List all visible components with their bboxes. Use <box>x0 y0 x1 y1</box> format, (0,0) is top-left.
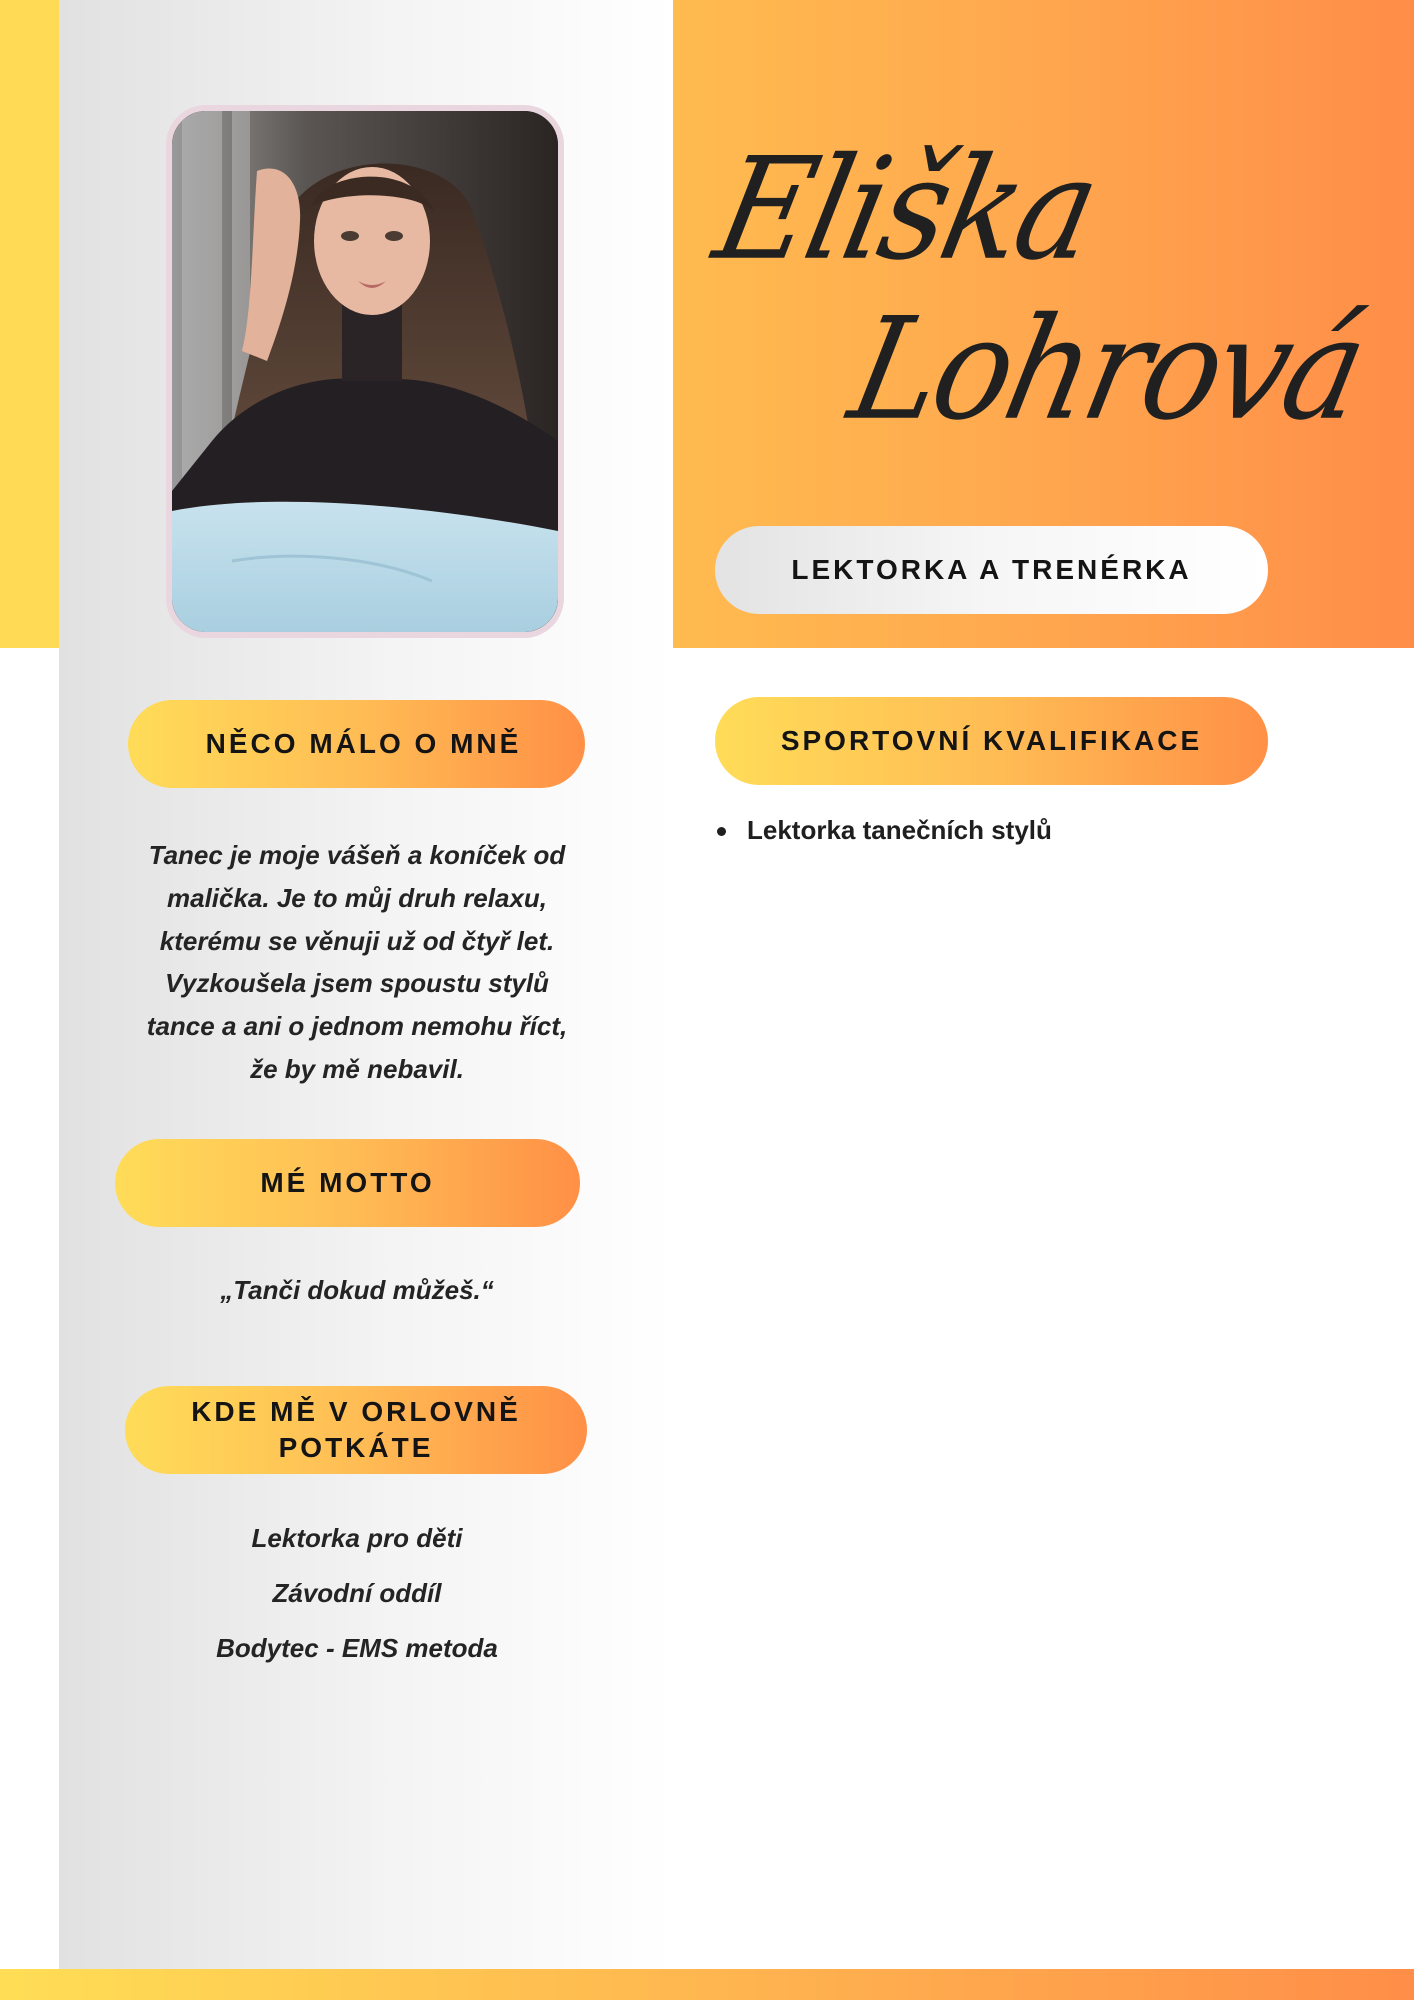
list-item: Bodytec - EMS metoda <box>216 1633 498 1663</box>
about-text <box>122 834 592 1091</box>
about-line: malička. Je to můj druh relaxu, <box>166 882 548 913</box>
list-item <box>713 808 1313 852</box>
about-heading-label: NĚCO MÁLO O MNĚ <box>205 728 522 759</box>
profile-photo <box>166 105 564 638</box>
first-name: Eliška <box>702 127 1109 292</box>
bottom-gradient-strip <box>0 1969 1414 2000</box>
yellow-side-strip <box>0 0 59 648</box>
about-line: Vyzkoušela jsem spoustu stylů <box>165 968 549 999</box>
motto-heading <box>115 1139 580 1227</box>
sport-heading <box>715 697 1268 785</box>
role-badge <box>715 526 1268 614</box>
about-heading <box>128 700 585 788</box>
where-heading <box>125 1386 587 1474</box>
sport-item-label: Lektorka tanečních stylů <box>747 815 1052 845</box>
about-line: že by mě nebavil. <box>250 1053 464 1084</box>
motto-heading-label: MÉ MOTTO <box>260 1167 435 1198</box>
list-item: Lektorka pro děti <box>251 1523 463 1553</box>
sport-list <box>713 808 1313 852</box>
role-label: LEKTORKA A TRENÉRKA <box>791 554 1192 585</box>
bullet-icon <box>717 827 726 836</box>
list-item: Závodní oddíl <box>272 1578 442 1608</box>
last-name: Lohrová <box>837 287 1376 452</box>
motto-text: „Tanči dokud můžeš.“ <box>220 1275 494 1305</box>
where-heading-label: KDE MĚ V ORLOVNĚ POTKÁTE <box>191 1396 521 1463</box>
about-line: Tanec je moje vášeň a koníček od <box>148 840 566 870</box>
portrait-image <box>172 111 558 632</box>
where-list <box>130 1518 584 1683</box>
about-line: tance a ani o jednom nemohu říct, <box>146 1011 568 1042</box>
sport-heading-label: SPORTOVNÍ KVALIFIKACE <box>780 725 1203 756</box>
about-line: kterému se věnuji už od čtyř let. <box>159 925 555 956</box>
